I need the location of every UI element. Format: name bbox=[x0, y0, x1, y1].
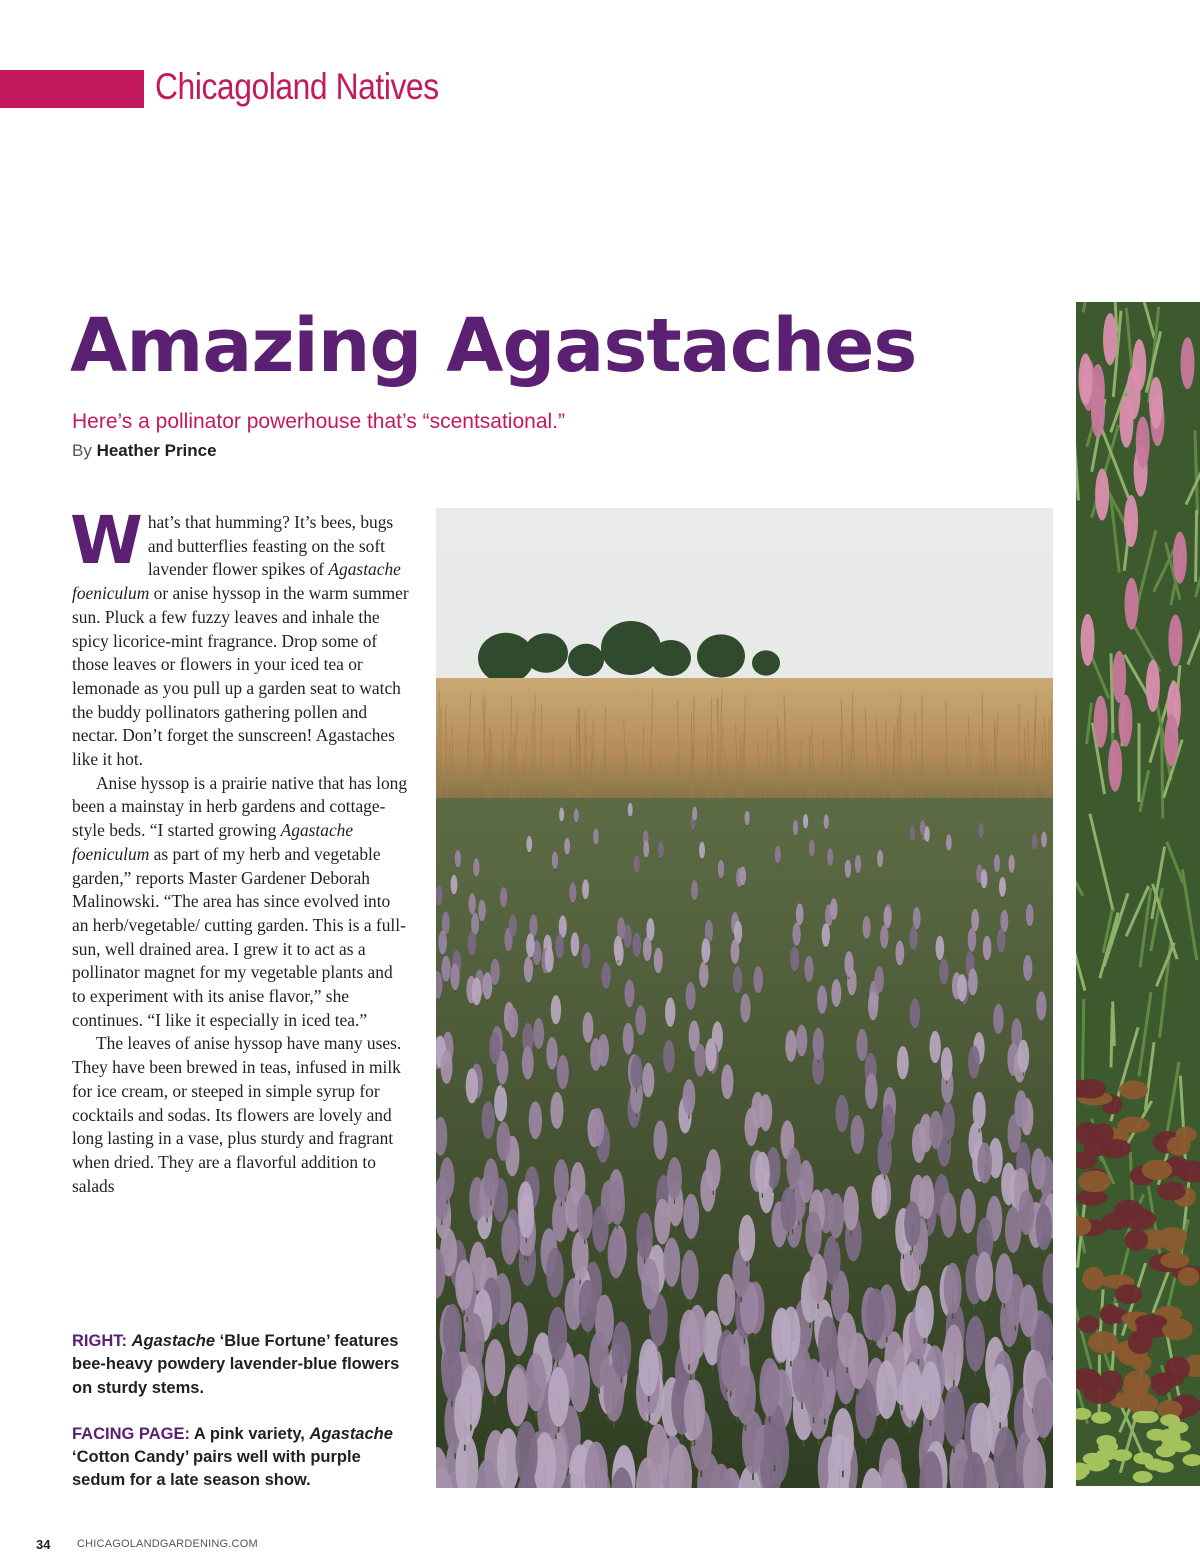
website-footer: CHICAGOLANDGARDENING.COM bbox=[77, 1538, 258, 1550]
section-title: Chicagoland Natives bbox=[155, 66, 439, 107]
caption-italic: Agastache bbox=[309, 1424, 393, 1443]
caption-label: FACING PAGE: bbox=[72, 1424, 190, 1443]
byline bbox=[72, 441, 217, 461]
body-text-span: hat’s that humming? It’s bees, bugs and butterflies feasting on the soft lavender flower spikes of bbox=[147, 512, 394, 580]
article-headline: Amazing Agastaches bbox=[70, 303, 917, 389]
caption-text: A pink variety, bbox=[189, 1424, 310, 1443]
body-paragraph: The leaves of anise hyssop have many uses. They have been brewed in teas, infused in milk for ice cream, or steeped in simple syrup for cocktails and sodas. Its flowers are lovely and long lasting in a vase, plus sturdy and fragrant when dried. They are a flavorful addition to salads bbox=[72, 1033, 402, 1196]
species-name: Agastache foeniculum bbox=[72, 559, 401, 604]
caption-italic: Agastache bbox=[131, 1332, 216, 1350]
article-body bbox=[70, 502, 410, 1198]
drop-cap: W bbox=[70, 502, 143, 579]
body-text-span: Anise hyssop is a prairie native that has long been a mainstay in herb gardens and cottage-style beds. “I started growing bbox=[72, 772, 408, 841]
body-text-span: as part of my herb and vegetable garden,” reports Master Gardener Deborah Malinowski. “The area has since evolved into an herb/vegetable/ cutting garden. This is a full-sun, well drained area. I grew it to act as a pollinator magnet for my vegetable plants and to experiment with its anise flavor,” she continues. “I like it especially in iced tea.” bbox=[72, 843, 406, 1030]
cotton-candy-agastache-photo bbox=[1076, 302, 1200, 1486]
page-number: 34 bbox=[36, 1537, 51, 1552]
caption-right bbox=[72, 1330, 417, 1400]
section-color-bar bbox=[0, 70, 144, 108]
article-subhead: Here’s a pollinator powerhouse that’s “scentsational.” bbox=[72, 410, 565, 433]
photo-illustration bbox=[436, 508, 1053, 1488]
caption-label: RIGHT: bbox=[72, 1332, 127, 1350]
byline-prefix: By bbox=[72, 441, 92, 460]
agastache-field-photo bbox=[436, 508, 1053, 1488]
caption-facing-page bbox=[72, 1423, 417, 1493]
body-text-span: or anise hyssop in the warm summer sun. Pluck a few fuzzy leaves and inhale the spicy licorice-mint fragrance. Drop some of those leaves or flowers in your iced tea or lemonade as you pull up a garden seat to watch the buddy pollinators gathering pollen and nectar. Don’t forget the sunscreen! Agastaches like it hot. bbox=[72, 583, 409, 770]
body-paragraph bbox=[70, 502, 410, 772]
caption-text: ‘Cotton Candy’ pairs well with purple sedum for a late season show. bbox=[72, 1448, 361, 1490]
byline-author: Heather Prince bbox=[96, 441, 217, 460]
species-name: Agastache foeniculum bbox=[72, 820, 354, 864]
body-paragraph bbox=[72, 772, 410, 1033]
caption-text: ‘Blue Fortune’ features bee-heavy powdery lavender-blue flowers on sturdy stems. bbox=[72, 1332, 400, 1397]
photo-captions bbox=[72, 1330, 417, 1516]
photo-illustration bbox=[1076, 302, 1200, 1486]
